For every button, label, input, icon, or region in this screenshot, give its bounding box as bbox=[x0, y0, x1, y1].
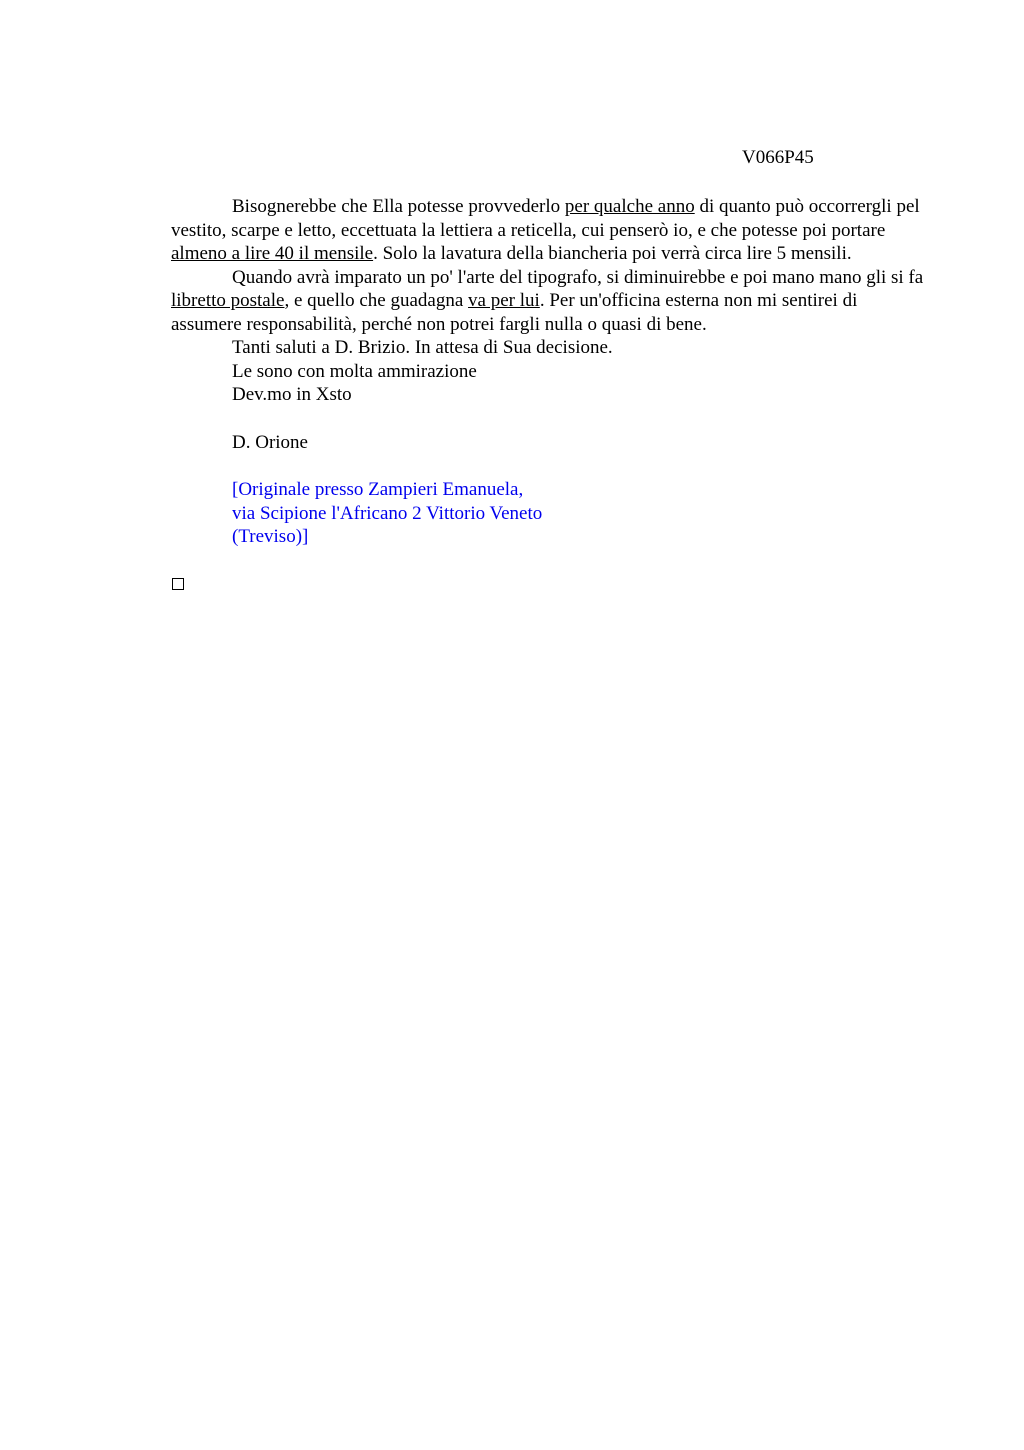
archive-note-line: [Originale presso Zampieri Emanuela, bbox=[232, 479, 524, 500]
underlined-phrase: va per lui bbox=[468, 290, 540, 311]
paragraph-2 bbox=[171, 266, 931, 337]
end-of-page-box-icon bbox=[172, 578, 184, 590]
text-segment: . Per un'officina esterna non mi sentirei di assumere responsabilità, perché non potrei fargli nulla o quasi di bene. bbox=[171, 290, 858, 335]
underlined-phrase: per qualche anno bbox=[564, 196, 695, 217]
closing-greeting: Tanti saluti a D. Brizio. In attesa di Sua decisione. bbox=[232, 337, 613, 358]
spacer bbox=[171, 407, 931, 431]
archive-note-line: (Treviso)] bbox=[232, 526, 309, 547]
letter-body bbox=[171, 195, 931, 549]
text-segment: di quanto può occorrergli pel vestito, scarpe e letto, eccettuata la lettiera a reticella, cui penserò io, e che potesse poi portare bbox=[171, 196, 920, 241]
paragraph-1 bbox=[171, 195, 931, 266]
text-segment: Bisognerebbe che Ella potesse provvederlo bbox=[232, 196, 565, 217]
closing-regards: Le sono con molta ammirazione bbox=[232, 360, 477, 382]
archive-note-line: via Scipione l'Africano 2 Vittorio Veneto bbox=[232, 502, 543, 524]
underlined-phrase: almeno a lire 40 il mensile bbox=[171, 243, 374, 264]
text-segment: Quando avrà imparato un po' l'arte del tipografo, si diminuirebbe e poi mano mano gli si fa bbox=[232, 266, 924, 288]
spacer bbox=[171, 454, 931, 478]
text-segment: , e quello che guadagna bbox=[284, 290, 469, 311]
underlined-phrase: libretto postale bbox=[171, 290, 285, 311]
archive-note bbox=[171, 478, 931, 549]
signature: D. Orione bbox=[232, 431, 308, 453]
page-id: V066P45 bbox=[742, 147, 814, 168]
text-segment: . Solo la lavatura della biancheria poi verrà circa lire 5 mensili. bbox=[373, 243, 852, 264]
closing-devotion: Dev.mo in Xsto bbox=[232, 384, 352, 405]
